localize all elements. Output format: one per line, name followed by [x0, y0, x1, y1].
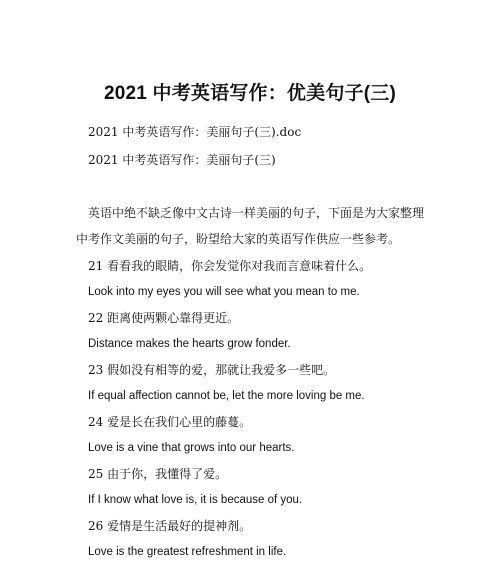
sentence-25-english: If I know what love is, it is because of you. — [88, 494, 303, 506]
sentence-21-chinese: 21 看看我的眼睛，你会发觉你对我而言意味着什么。 — [88, 259, 372, 273]
sentence-26-chinese: 26 爱情是生活最好的提神剂。 — [88, 519, 252, 533]
sentence-24-chinese: 24 爱是长在我们心里的藤蔓。 — [88, 415, 252, 429]
intro-line-2: 中考作文美丽的句子，盼望给大家的英语写作供应一些参考。 — [76, 232, 401, 246]
sentence-26-english: Love is the greatest refreshment in life. — [88, 546, 287, 558]
subtitle-line: 2021 中考英语写作：美丽句子(三) — [88, 153, 276, 167]
intro-line-1: 英语中绝不缺乏像中文古诗一样美丽的句子，下面是为大家整理 — [88, 206, 425, 220]
sentence-24-english: Love is a vine that grows into our hearts. — [88, 442, 295, 454]
file-name-line: 2021 中考英语写作：美丽句子(三).doc — [88, 125, 302, 139]
sentence-23-english: If equal affection cannot be, let the more loving be me. — [88, 390, 365, 402]
sentence-23-chinese: 23 假如没有相等的爱，那就让我爱多一些吧。 — [88, 363, 336, 377]
document-title: 2021 中考英语写作：优美句子(三) — [103, 83, 396, 104]
sentence-22-english: Distance makes the hearts grow fonder. — [88, 338, 291, 350]
sentence-21-english: Look into my eyes you will see what you mean to me. — [88, 286, 360, 298]
sentence-25-chinese: 25 由于你，我懂得了爱。 — [88, 467, 228, 481]
sentence-22-chinese: 22 距离使两颗心靠得更近。 — [88, 311, 240, 325]
